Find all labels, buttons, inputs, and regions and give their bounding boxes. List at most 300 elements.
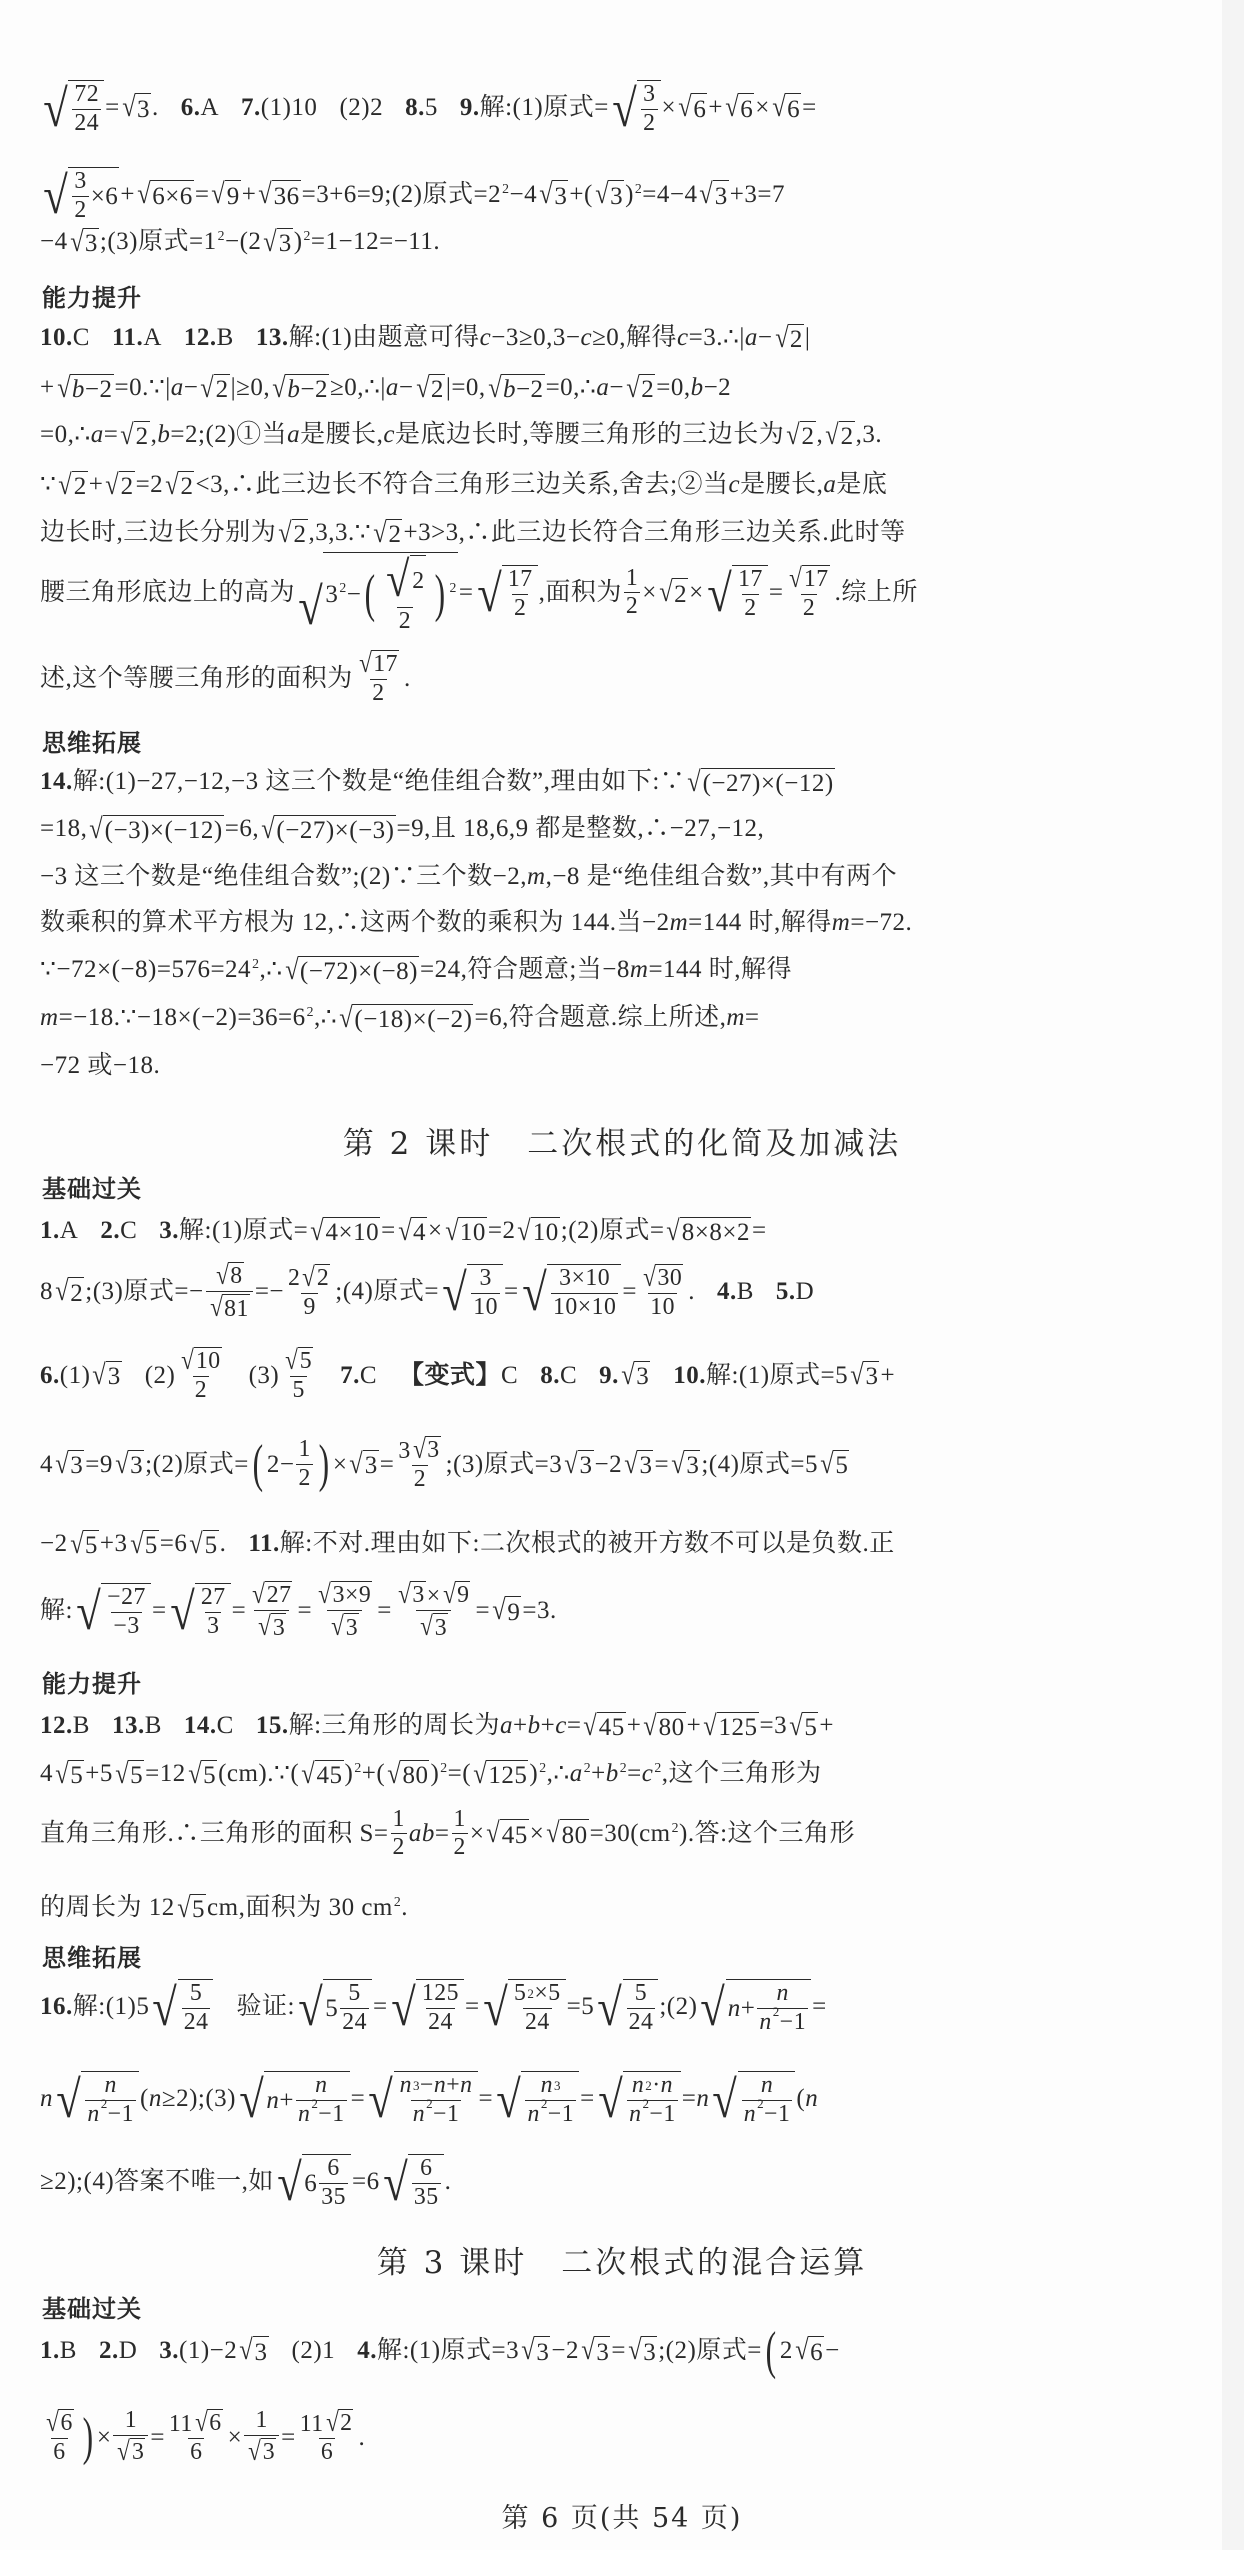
radicand: [253, 2336, 269, 2365]
text-run: 2: [789, 325, 803, 353]
fraction: [512, 1982, 563, 2035]
radicand: [106, 1361, 122, 1390]
question-number: 4.: [716, 1278, 737, 1306]
fraction: [340, 1982, 369, 2035]
text-run: ;(3)原式=1: [99, 228, 217, 256]
radical-sign-icon: √: [706, 565, 732, 624]
numerator: [630, 2074, 675, 2100]
radical-sign-icon: √: [820, 1447, 835, 1480]
text-run: =: [504, 1278, 519, 1306]
text-run: ,3,3.∵: [308, 519, 372, 547]
question-number: 10.: [673, 1361, 706, 1389]
radicand: [726, 1979, 811, 2035]
math-variable: n: [760, 2072, 774, 2098]
text-run: 2: [392, 1834, 405, 1861]
answer-line: [40, 1214, 1150, 1247]
square-root: [257, 1613, 286, 1640]
radicand: [344, 1613, 359, 1640]
radicand: [639, 374, 655, 403]
page-number-footer: 第 6 页(共 54 页): [501, 2503, 743, 2534]
text-run: 2: [74, 196, 87, 223]
radicand: [58, 2409, 73, 2436]
text-run: .: [688, 1278, 695, 1306]
superscript: 2: [252, 955, 260, 971]
answer-line: [40, 1581, 1150, 1641]
radical-sign-icon: √: [492, 1594, 507, 1627]
text-run: ;(2)原式=: [658, 2337, 762, 2365]
radicand: [352, 1004, 473, 1033]
math-variable: b: [690, 374, 704, 402]
numerator: [506, 568, 535, 594]
math-variable: a: [744, 324, 758, 352]
text-run: =: [372, 1993, 388, 2021]
text-run: 10: [532, 1218, 559, 1246]
text-run: ×6: [90, 182, 119, 210]
text-run: .: [358, 2423, 366, 2451]
square-root: [54, 1277, 84, 1306]
math-variable: c: [677, 324, 689, 352]
fraction: [286, 1261, 333, 1321]
text-run: ;(2)原式=: [560, 1217, 665, 1245]
text-run: +: [740, 1994, 756, 2022]
text-run: B: [72, 1712, 90, 1740]
radicand: [578, 1450, 594, 1479]
radical-sign-icon: √: [310, 1214, 325, 1247]
text-run: 2: [802, 595, 816, 622]
text-run: C: [559, 1361, 578, 1389]
text-run: =: [627, 1760, 642, 1788]
radical-sign-icon: √: [58, 468, 73, 501]
text-run: 9: [457, 1582, 470, 1609]
answer-line: [40, 1053, 1150, 1078]
text-run: 2: [779, 2337, 793, 2365]
radical-sign-icon: √: [298, 578, 324, 637]
text-run: =: [103, 421, 119, 449]
text-run: C: [216, 1712, 234, 1740]
text-run: 6: [304, 2169, 318, 2197]
denominator: [471, 1293, 500, 1320]
square-root: [247, 2435, 276, 2466]
text-run: 解:三角形的周长为: [288, 1712, 501, 1740]
large-bracket: (: [364, 565, 376, 624]
radicand: [597, 1712, 626, 1741]
text-run: 5: [130, 1761, 144, 1789]
radical-sign-icon: √: [597, 1979, 623, 2037]
text-run: 直角三角形.∴三角形的面积 S=: [40, 1820, 389, 1848]
text-run: =: [611, 2337, 626, 2365]
text-run: =2;(2)①当: [170, 421, 288, 449]
question-number: 8.: [405, 94, 425, 122]
math-variable: n: [527, 2100, 540, 2127]
radicand: [534, 2336, 550, 2365]
radical-sign-icon: √: [699, 178, 714, 211]
square-root: [563, 1447, 593, 1480]
radicand: [285, 374, 329, 403]
radicand: [634, 1361, 650, 1390]
radical-sign-icon: √: [581, 2334, 596, 2367]
numerator: [512, 1982, 563, 2008]
radicand: [207, 2409, 222, 2436]
denominator: [742, 2095, 793, 2127]
text-run: 2: [135, 422, 149, 450]
superscript: 2: [772, 2003, 780, 2019]
math-variable: m: [726, 1004, 745, 1032]
text-run: ,面积为: [538, 579, 622, 607]
text-run: (2): [144, 1361, 176, 1389]
radical-sign-icon: √: [56, 371, 71, 404]
text-run: 是腰长,: [740, 471, 824, 499]
math-variable: n: [743, 2100, 757, 2127]
text-run: =: [768, 579, 784, 607]
text-run: 45: [316, 1761, 343, 1789]
radical-sign-icon: √: [43, 80, 69, 138]
superscript: 2: [449, 580, 457, 596]
text-run: =18,: [40, 815, 88, 843]
text-run: 17: [507, 566, 533, 593]
text-run: =: [377, 1597, 392, 1625]
square-root: [665, 1214, 750, 1247]
math-variable: n: [540, 2072, 553, 2098]
text-run: 2: [73, 472, 87, 500]
section-subheading: 基础过关: [42, 1175, 142, 1203]
text-run: ,−8 是“绝佳组合数”,其中有两个: [545, 862, 898, 890]
radical-sign-icon: √: [476, 565, 502, 624]
answer-line: [40, 765, 1150, 798]
radical-sign-icon: √: [621, 1358, 635, 1391]
radical-sign-icon: √: [331, 1611, 345, 1642]
text-run: ,: [816, 421, 824, 449]
text-run: =−72.: [850, 908, 913, 936]
radicand: [225, 180, 241, 209]
text-run: 6: [740, 95, 754, 123]
numerator: [633, 1982, 649, 2008]
fraction: [296, 1435, 312, 1491]
fraction: [355, 650, 402, 706]
fraction: [396, 1436, 443, 1492]
text-run: +: [241, 181, 257, 209]
text-run: −3≥0,3−: [491, 324, 581, 352]
answer-line: [40, 321, 1150, 354]
radicand: [410, 1581, 425, 1608]
square-root: [485, 1819, 528, 1848]
superscript: 2: [654, 1759, 662, 1775]
radical-sign-icon: √: [496, 2071, 522, 2129]
text-run: 3: [643, 2338, 657, 2366]
radical-sign-icon: √: [597, 2071, 623, 2129]
text-run: =: [231, 1597, 247, 1625]
square-root: [625, 371, 655, 404]
radicand: [657, 1712, 686, 1741]
answer-line: [40, 2321, 1150, 2380]
square-root: [580, 2336, 610, 2365]
superscript: 2: [539, 1759, 547, 1775]
radicand: [863, 1361, 879, 1390]
question-number: 14.: [40, 768, 73, 796]
radical-sign-icon: √: [181, 1345, 195, 1375]
square-root: [386, 1757, 429, 1790]
denominator: [111, 1612, 141, 1639]
radicand: [68, 1760, 84, 1789]
answer-line: [40, 167, 1150, 223]
numerator: [42, 2409, 77, 2438]
text-run: 5: [325, 1994, 339, 2022]
text-run: 2: [288, 1265, 301, 1292]
square-root: [91, 1358, 121, 1391]
radical-sign-icon: √: [209, 1292, 223, 1323]
radicand: [467, 1264, 503, 1320]
radical-sign-icon: √: [339, 1001, 354, 1034]
text-run: 3: [345, 1614, 359, 1641]
text-run: +: [591, 1760, 606, 1788]
radical-sign-icon: √: [252, 1579, 266, 1609]
text-run: ≥0,∴|: [330, 374, 386, 402]
text-run: 80: [561, 1821, 588, 1849]
square-root: [412, 1436, 441, 1463]
numerator: [188, 1982, 204, 2008]
answer-line: [40, 2154, 1150, 2210]
text-run: ×: [469, 1820, 485, 1848]
text-run: =(: [447, 1760, 472, 1788]
text-run: 45: [598, 1713, 625, 1741]
radicand: [691, 93, 707, 122]
text-run: ,∴: [546, 1760, 570, 1788]
text-run: .: [444, 2168, 452, 2196]
text-run: =6,符合题意.综上所述,: [474, 1004, 727, 1032]
fraction: [319, 2157, 348, 2210]
radical-sign-icon: √: [564, 1447, 579, 1480]
fraction: [182, 1982, 211, 2035]
numerator: [177, 1347, 224, 1376]
numerator: [381, 552, 428, 607]
radicand: [680, 1217, 751, 1246]
text-run: =: [566, 1712, 582, 1740]
fraction: [72, 170, 88, 223]
math-variable: c: [580, 324, 593, 352]
answer-line: [40, 650, 1150, 706]
radical-sign-icon: √: [482, 1979, 508, 2037]
radicand: [68, 167, 119, 223]
radical-sign-icon: √: [473, 1757, 488, 1790]
fraction: [639, 1261, 686, 1321]
text-run: 3: [70, 1452, 84, 1480]
fraction: [420, 1982, 461, 2035]
lesson-title: 第 2 课时 二次根式的化简及加减法: [342, 1126, 902, 1162]
large-bracket: ): [82, 2407, 94, 2466]
radical-sign-icon: √: [188, 1757, 202, 1790]
square-root: [300, 1757, 343, 1790]
radical-sign-icon: √: [382, 2154, 408, 2212]
radicand: [83, 228, 99, 257]
text-run: =: [105, 94, 120, 122]
text-run: ×: [529, 1820, 545, 1848]
section-subheading: 能力提升: [42, 284, 142, 312]
numerator: [167, 2409, 226, 2438]
text-run: ∵−72×(−8)=576=24: [40, 956, 252, 984]
radicand: [178, 1979, 214, 2035]
text-run: 4: [40, 1760, 53, 1788]
radical-sign-icon: √: [43, 167, 69, 225]
text-run: 5: [84, 1531, 98, 1559]
math-variable: n: [460, 2072, 473, 2098]
answer-line: [40, 1979, 1150, 2035]
text-run: 3: [136, 95, 150, 123]
radicand: [502, 565, 538, 621]
radical-sign-icon: √: [285, 1345, 299, 1375]
denominator: [627, 2095, 678, 2127]
text-run: 是底: [836, 471, 888, 499]
radical-sign-icon: √: [76, 1583, 102, 1642]
square-root: [594, 180, 624, 209]
text-run: 10: [459, 1218, 486, 1246]
square-root: [389, 1979, 464, 2035]
text-run: −: [183, 374, 199, 402]
square-root: [188, 1527, 218, 1560]
square-root: [520, 1264, 622, 1323]
question-number: 7.: [241, 94, 261, 122]
fraction: [551, 1267, 618, 1320]
radical-sign-icon: √: [611, 80, 637, 138]
denominator: [525, 2095, 576, 2127]
math-variable: n: [87, 2100, 100, 2127]
large-bracket: ): [318, 1434, 330, 1493]
math-variable: a: [287, 421, 301, 449]
page-edge: [1222, 0, 1244, 2550]
text-run: .: [404, 664, 411, 692]
text-run: ×: [96, 2423, 112, 2451]
text-run: .: [401, 1894, 409, 1922]
text-run: +: [446, 2072, 461, 2098]
radicand: [261, 2438, 276, 2465]
text-run: =: [681, 2085, 697, 2113]
radicand: [323, 1217, 380, 1246]
text-run: 2: [388, 520, 402, 548]
math-variable: n: [148, 2085, 162, 2113]
square-root: [623, 1447, 653, 1480]
text-run: 3: [131, 2439, 145, 2466]
radicand: [486, 1760, 528, 1789]
text-run: 1: [392, 1805, 405, 1832]
text-run: 5: [204, 1531, 218, 1559]
text-run: (2)2: [339, 94, 384, 122]
radical-sign-icon: √: [211, 178, 226, 211]
text-run: C: [359, 1361, 378, 1389]
radicand: [203, 1530, 219, 1559]
square-root: [545, 1819, 588, 1848]
denominator: [641, 109, 657, 136]
square-root: [582, 1709, 625, 1742]
text-run: 3: [434, 1614, 448, 1641]
text-run: .: [151, 94, 159, 122]
question-number: 3.: [159, 1217, 179, 1245]
radicand: [637, 1450, 653, 1479]
denominator: [319, 2183, 348, 2210]
numerator: [557, 1267, 612, 1293]
text-run: 2: [641, 375, 655, 403]
radical-sign-icon: √: [176, 1891, 191, 1924]
math-variable: b: [605, 1760, 619, 1788]
answer-line: [40, 812, 1150, 845]
radicand: [134, 421, 150, 450]
text-run: ·: [652, 2072, 661, 2098]
square-root: [296, 552, 458, 637]
text-run: 解:: [40, 1597, 73, 1625]
radical-sign-icon: √: [358, 648, 373, 678]
radical-sign-icon: √: [92, 1358, 107, 1391]
text-run: 是腰长,: [300, 421, 384, 449]
radical-sign-icon: √: [687, 765, 702, 798]
text-run: +: [708, 94, 723, 122]
text-run: (1)10: [260, 94, 318, 122]
denominator: [512, 594, 528, 621]
radicand: [637, 80, 660, 136]
text-run: =6: [351, 2168, 380, 2196]
math-variable: a: [823, 471, 837, 499]
text-run: 6: [420, 2155, 433, 2181]
radicand: [271, 1613, 286, 1640]
radical-sign-icon: √: [671, 1447, 686, 1480]
denominator: [523, 2008, 552, 2035]
square-root: [121, 93, 151, 122]
text-run: |=0,: [445, 374, 486, 402]
text-run: ×: [755, 94, 770, 122]
math-variable: n: [315, 2072, 328, 2098]
question-number: 6.: [180, 94, 201, 122]
math-variable: n: [696, 2085, 710, 2113]
math-variable: a: [90, 421, 104, 449]
fraction: [244, 2409, 279, 2465]
text-run: −4: [40, 228, 68, 256]
text-run: −: [609, 374, 624, 402]
text-run: −: [346, 580, 362, 608]
text-run: −1: [318, 2100, 345, 2127]
math-variable: c: [479, 324, 492, 352]
square-root: [397, 1214, 427, 1247]
text-run: D: [118, 2337, 138, 2365]
radicand: [143, 1530, 159, 1559]
math-variable: n: [104, 2072, 117, 2098]
text-run: 2: [453, 1834, 466, 1861]
radical-sign-icon: √: [189, 1527, 204, 1560]
text-run: 腰三角形底边上的高为: [40, 579, 296, 607]
fraction: [398, 2074, 475, 2127]
text-run: −: [419, 2072, 434, 2098]
numerator: [286, 1261, 333, 1293]
text-run: =: [194, 181, 210, 209]
radicand: [500, 1819, 529, 1848]
text-run: 1: [124, 2407, 138, 2433]
radicand: [429, 374, 445, 403]
square-root: [491, 1596, 521, 1625]
radicand: [81, 2071, 139, 2127]
question-number: 2.: [100, 1217, 121, 1245]
text-run: −1: [433, 2100, 460, 2127]
text-run: −4: [509, 181, 538, 209]
radicand: [72, 471, 88, 500]
denominator: [624, 592, 640, 619]
answer-line: [40, 516, 1150, 549]
denominator: [627, 2008, 656, 2035]
radicand: [194, 1347, 222, 1374]
square-root: [54, 2071, 139, 2127]
denominator: [551, 1293, 618, 1320]
text-run: 3: [254, 2338, 268, 2366]
numerator: [355, 650, 402, 679]
text-run: =−18.∵−18×(−2)=36=6: [58, 1004, 306, 1032]
text-run: =2: [487, 1217, 516, 1245]
denominator: [757, 2003, 808, 2035]
text-run: 3: [596, 2338, 610, 2366]
radicand: [394, 2071, 478, 2127]
